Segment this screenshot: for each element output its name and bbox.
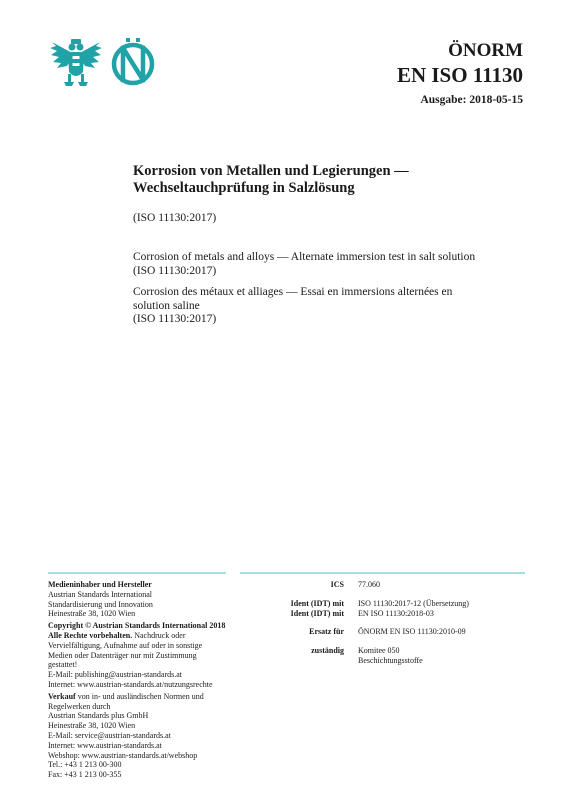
sales-line: Heinestraße 38, 1020 Wien	[48, 721, 136, 731]
rights-bold: Alle Rechte vorbehalten.	[48, 630, 133, 640]
committee-name: Beschichtungsstoffe	[358, 655, 423, 665]
header-block	[397, 40, 523, 106]
sales-section	[48, 692, 238, 780]
replaces-value: ÖNORM EN ISO 11130:2010-09	[358, 627, 466, 637]
ident-value: ISO 11130:2017-12 (Übersetzung)	[358, 598, 469, 608]
edition-value: 2018-05-15	[469, 94, 523, 106]
replaces-label: Ersatz für	[309, 627, 344, 637]
ics-row	[240, 580, 530, 590]
sales-text: von in- und ausländischen Normen und	[75, 691, 204, 701]
committee-value	[358, 646, 530, 666]
sales-line	[48, 692, 238, 702]
classification-info	[240, 580, 530, 666]
title-line-2: Wechseltauchprüfung in Salzlösung	[133, 180, 355, 196]
rights-url: Internet: www.austrian-standards.at/nutzungsrechte	[48, 679, 213, 689]
rights-line	[48, 631, 238, 641]
title-line-1: Korrosion von Metallen und Legierungen —	[133, 163, 409, 179]
ident-row	[240, 609, 530, 619]
ident-label: Ident (IDT) mit	[290, 608, 344, 618]
phone: Tel.: +43 1 213 00-300	[48, 760, 122, 770]
sales-line: Austrian Standards plus GmbH	[48, 711, 149, 721]
standard-type: ÖNORM	[448, 40, 523, 61]
rights-line: gestattet!	[48, 660, 78, 670]
standard-number: EN ISO 11130	[396, 63, 523, 87]
committee-row	[240, 646, 530, 666]
ics-label: ICS	[330, 580, 344, 589]
fax: Fax: +43 1 213 00-355	[48, 770, 122, 780]
french-title-line-1: Corrosion des métaux et alliages — Essai en immersions alternées en	[133, 286, 453, 298]
replaces-row	[240, 627, 530, 637]
austrian-eagle-crest-icon	[48, 36, 104, 88]
service-email: E-Mail: service@austrian-standards.at	[48, 730, 171, 740]
logos	[48, 36, 158, 88]
publisher-line: Austrian Standards International	[48, 589, 152, 599]
sales-line: Regelwerken durch	[48, 701, 111, 711]
edition-label: Ausgabe:	[420, 94, 467, 106]
publisher-line: Standardisierung und Innovation	[48, 599, 153, 609]
ics-value: 77.060	[358, 580, 380, 589]
publisher-section	[48, 580, 238, 619]
publisher-line: Heinestraße 38, 1020 Wien	[48, 609, 136, 619]
ident-value: EN ISO 11130:2018-03	[358, 608, 434, 618]
committee-label: zuständig	[311, 646, 344, 656]
divider-right	[240, 572, 525, 574]
english-title-line-1: Corrosion of metals and alloys — Alternate immersion test in salt solution	[133, 251, 476, 263]
publisher-info	[48, 580, 238, 782]
french-title-line-3: (ISO 11130:2017)	[133, 313, 217, 325]
divider-left	[48, 572, 226, 574]
rights-text: Nachdruck oder	[132, 630, 186, 640]
webshop-url: Webshop: www.austrian-standards.at/webshop	[48, 750, 198, 760]
english-title	[133, 251, 533, 278]
rights-line: Vervielfältigung, Aufnahme auf oder in sonstige	[48, 640, 203, 650]
edition-date	[397, 94, 523, 106]
iso-reference: (ISO 11130:2017)	[133, 212, 217, 224]
website-url: Internet: www.austrian-standards.at	[48, 740, 162, 750]
on-logo-icon	[108, 36, 158, 88]
french-title	[133, 286, 533, 327]
publishing-email: E-Mail: publishing@austrian-standards.at	[48, 670, 183, 680]
publisher-heading: Medieninhaber und Hersteller	[48, 580, 152, 589]
ident-label: Ident (IDT) mit	[290, 598, 344, 608]
copyright-heading: Copyright © Austrian Standards International 2018	[48, 621, 226, 631]
french-title-line-2: solution saline	[133, 299, 200, 312]
copyright-section	[48, 621, 238, 690]
sales-bold: Verkauf	[48, 691, 76, 701]
rights-line: Medien oder Datenträger nur mit Zustimmung	[48, 650, 197, 660]
document-title	[133, 163, 533, 197]
english-title-line-2: (ISO 11130:2017)	[133, 264, 217, 277]
committee-number: Komitee 050	[358, 646, 400, 656]
ident-row	[240, 599, 530, 609]
